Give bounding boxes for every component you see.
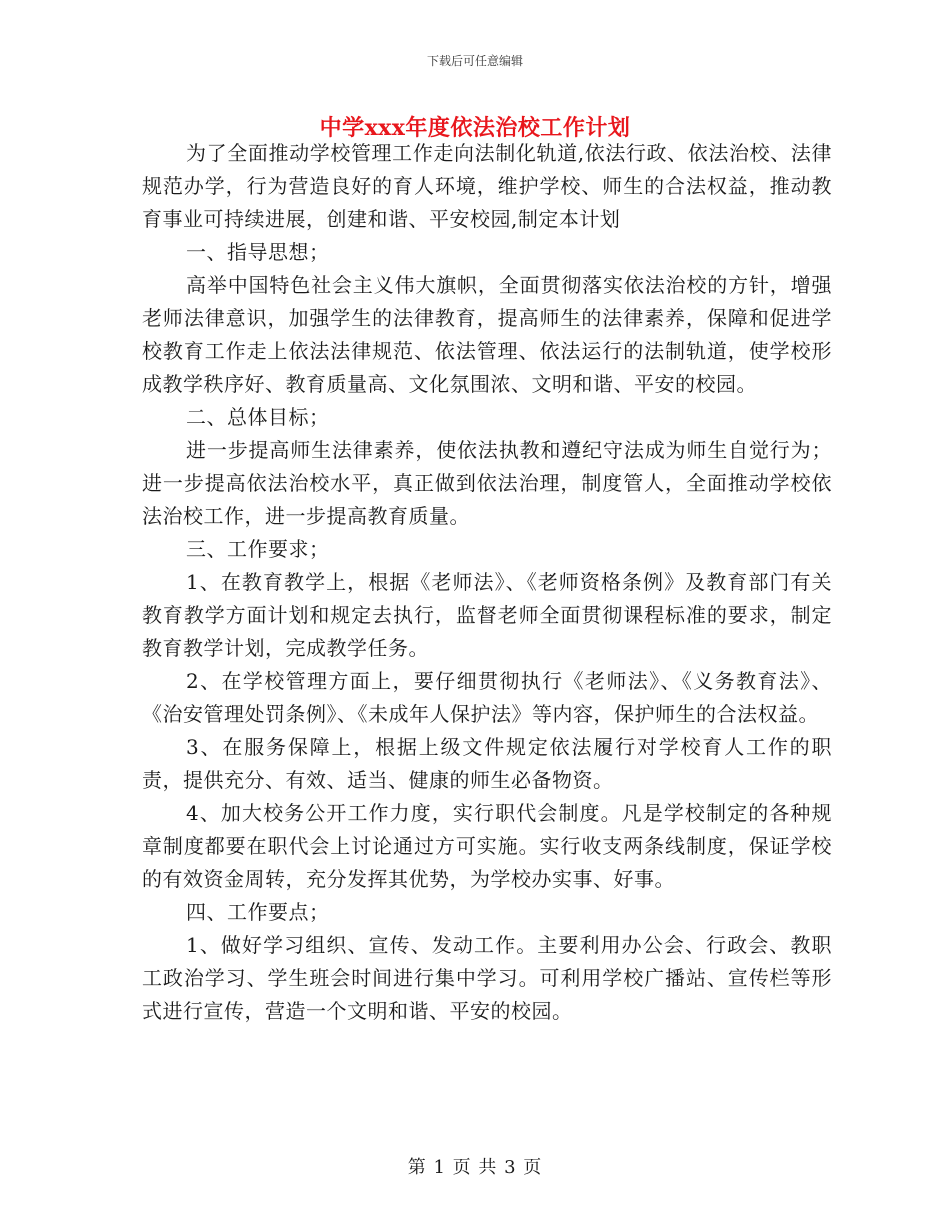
section-heading-overall-goals: 二、总体目标；	[186, 405, 330, 429]
requirement-item-1: 1、在教育教学上，根据《老师法》、《老师资格条例》及教育部门有关教育教学方面计划和规定去执行，监督老师全面贯彻课程标准的要求，制定教育教学计划，完成教学任务。	[142, 570, 832, 660]
guiding-ideology-paragraph: 高举中国特色社会主义伟大旗帜，全面贯彻落实依法治校的方针，增强老师法律意识，加强学生的法律教育，提高师生的法律素养，保障和促进学校教育工作走上依法法律规范、依法管理、依法运行的法制轨道，使学校形成教学秩序好、教育质量高、文化氛围浓、文明和谐、平安的校园。	[142, 273, 832, 396]
header-note: 下载后可任意编辑	[426, 54, 523, 68]
page-number-footer: 第 1 页 共 3 页	[407, 1157, 543, 1178]
document-title: 中学xxx年度依法治校工作计划	[319, 115, 631, 141]
requirement-item-3: 3、在服务保障上，根据上级文件规定依法履行对学校育人工作的职责，提供充分、有效、适当、健康的师生必备物资。	[142, 735, 832, 792]
section-heading-work-points: 四、工作要点；	[186, 900, 330, 924]
work-point-item-1: 1、做好学习组织、宣传、发动工作。主要利用办公会、行政会、教职工政治学习、学生班会时间进行集中学习。可利用学校广播站、宣传栏等形式进行宣传，营造一个文明和谐、平安的校园。	[142, 933, 832, 1023]
overall-goals-paragraph: 进一步提高师生法律素养，使依法执教和遵纪守法成为师生自觉行为；进一步提高依法治校水平，真正做到依法治理，制度管人，全面推动学校依法治校工作，进一步提高教育质量。	[142, 438, 832, 528]
section-heading-work-requirements: 三、工作要求；	[186, 537, 330, 561]
requirement-item-4: 4、加大校务公开工作力度，实行职代会制度。凡是学校制定的各种规章制度都要在职代会上讨论通过方可实施。实行收支两条线制度，保证学校的有效资金周转，充分发挥其优势，为学校办实事、好事。	[142, 801, 832, 891]
requirement-item-2: 2、在学校管理方面上，要仔细贯彻执行《老师法》、《义务教育法》、《治安管理处罚条例》、《未成年人保护法》等内容，保护师生的合法权益。	[142, 669, 832, 726]
section-heading-guiding-ideology: 一、指导思想；	[186, 240, 330, 264]
intro-paragraph: 为了全面推动学校管理工作走向法制化轨道,依法行政、依法治校、法律规范办学，行为营造良好的育人环境，维护学校、师生的合法权益，推动教育事业可持续进展，创建和谐、平安校园,制定本计划	[142, 141, 832, 231]
document-body	[142, 137, 832, 1028]
